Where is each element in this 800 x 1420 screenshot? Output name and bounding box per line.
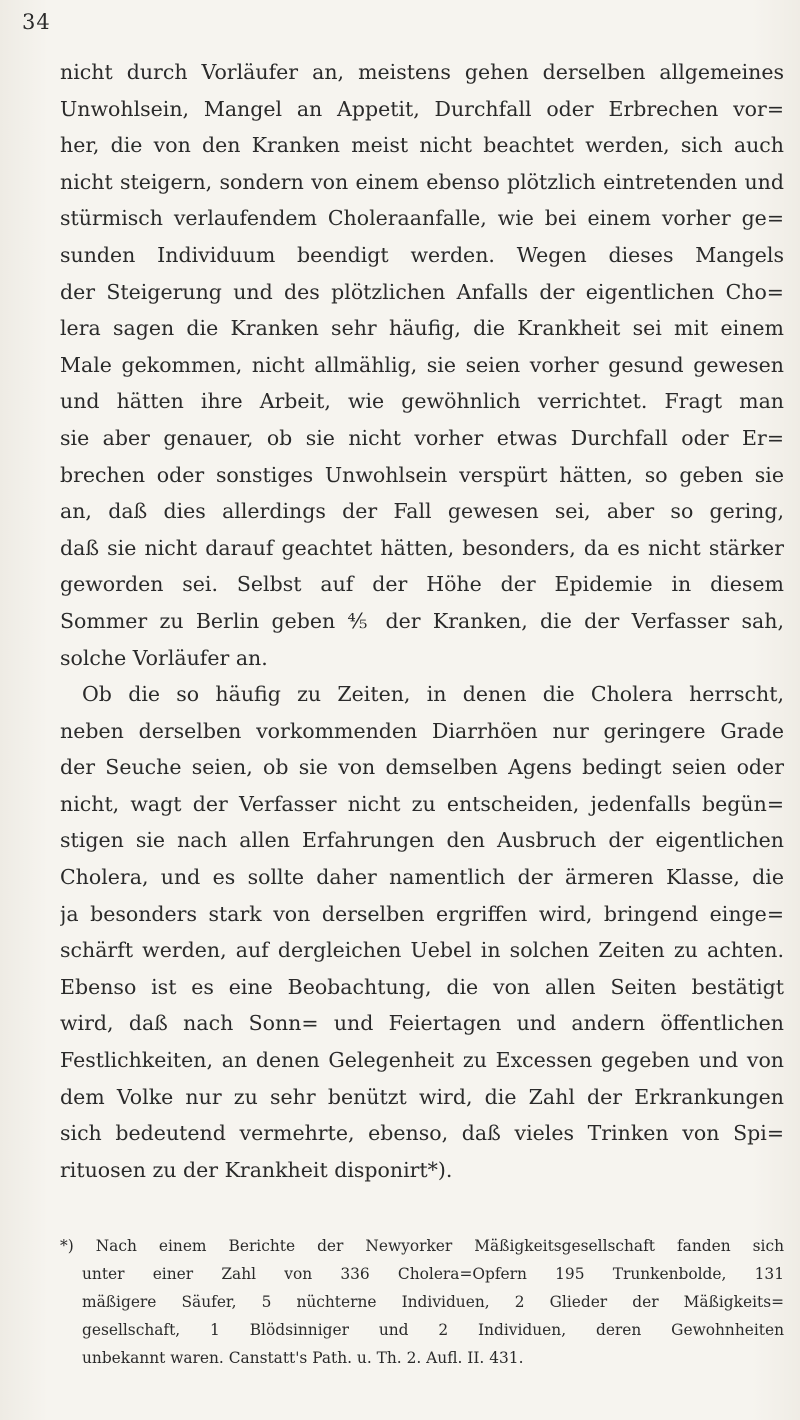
footnote-line: unter einer Zahl von 336 Cholera=Opfern 195 Trunkenbolde, 131 <box>82 1265 784 1283</box>
text-line: nicht steigern, sondern von einem ebenso plötzlich eintretenden und <box>60 169 784 194</box>
text-line: Festlichkeiten, an denen Gelegenheit zu Excessen gegeben und von <box>60 1048 784 1073</box>
text-line: lera sagen die Kranken sehr häufig, die Krankheit sei mit einem <box>60 316 784 341</box>
text-line: nicht, wagt der Verfasser nicht zu entscheiden, jedenfalls begün= <box>60 791 784 816</box>
text-line: Ob die so häufig zu Zeiten, in denen die Cholera herrscht, <box>82 682 784 707</box>
footnote-line: unbekannt waren. Canstatt's Path. u. Th. 2. Aufl. II. 431. <box>82 1349 524 1367</box>
text-line: daß sie nicht darauf geachtet hätten, besonders, da es nicht stärker <box>60 535 784 560</box>
text-line: Sommer zu Berlin geben ⅘ der Kranken, die der Verfasser sah, <box>60 608 784 633</box>
footnote-line: mäßigere Säufer, 5 nüchterne Individuen, 2 Glieder der Mäßigkeits= <box>82 1293 784 1311</box>
text-line: dem Volke nur zu sehr benützt wird, die Zahl der Erkrankungen <box>60 1084 784 1109</box>
text-line: rituosen zu der Krankheit disponirt*). <box>60 1157 453 1182</box>
text-line: stigen sie nach allen Erfahrungen den Ausbruch der eigentlichen <box>60 828 784 853</box>
text-line: schärft werden, auf dergleichen Uebel in solchen Zeiten zu achten. <box>60 938 784 963</box>
text-line: der Seuche seien, ob sie von demselben Agens bedingt seien oder <box>60 755 784 780</box>
text-line: brechen oder sonstiges Unwohlsein verspürt hätten, so geben sie <box>60 462 784 487</box>
text-line: nicht durch Vorläufer an, meistens gehen derselben allgemeines <box>60 60 784 84</box>
text-line: ja besonders stark von derselben ergriffen wird, bringend einge= <box>60 901 784 926</box>
text-line: der Steigerung und des plötzlichen Anfalls der eigentlichen Cho= <box>60 279 784 304</box>
text-line: an, daß dies allerdings der Fall gewesen sei, aber so gering, <box>60 499 784 524</box>
text-line: Cholera, und es sollte daher namentlich der ärmeren Klasse, die <box>60 865 784 890</box>
text-line: und hätten ihre Arbeit, wie gewöhnlich verrichtet. Fragt man <box>60 389 784 414</box>
text-line: neben derselben vorkommenden Diarrhöen nur geringere Grade <box>60 718 784 743</box>
footnote-line: *) Nach einem Berichte der Newyorker Mäßigkeitsgesellschaft fanden sich <box>60 1237 784 1255</box>
main-text <box>60 54 784 1188</box>
text-line: sie aber genauer, ob sie nicht vorher etwas Durchfall oder Er= <box>60 425 784 450</box>
text-line: her, die von den Kranken meist nicht beachtet werden, sich auch <box>60 133 784 158</box>
text-line: sich bedeutend vermehrte, ebenso, daß vieles Trinken von Spi= <box>60 1121 784 1146</box>
text-line: sunden Individuum beendigt werden. Wegen dieses Mangels <box>60 242 784 267</box>
text-line: stürmisch verlaufendem Choleraanfalle, wie bei einem vorher ge= <box>60 206 784 231</box>
text-line: solche Vorläufer an. <box>60 645 268 670</box>
text-line: wird, daß nach Sonn= und Feiertagen und andern öffentlichen <box>60 1011 784 1036</box>
text-line: Unwohlsein, Mangel an Appetit, Durchfall oder Erbrechen vor= <box>60 96 784 121</box>
footnote <box>60 1232 784 1372</box>
footnote-line: gesellschaft, 1 Blödsinniger und 2 Individuen, deren Gewohnheiten <box>82 1321 784 1339</box>
text-line: Ebenso ist es eine Beobachtung, die von allen Seiten bestätigt <box>60 974 784 999</box>
text-line: Male gekommen, nicht allmählig, sie seien vorher gesund gewesen <box>60 352 784 377</box>
page-number: 34 <box>22 10 51 34</box>
text-line: geworden sei. Selbst auf der Höhe der Epidemie in diesem <box>60 572 784 597</box>
